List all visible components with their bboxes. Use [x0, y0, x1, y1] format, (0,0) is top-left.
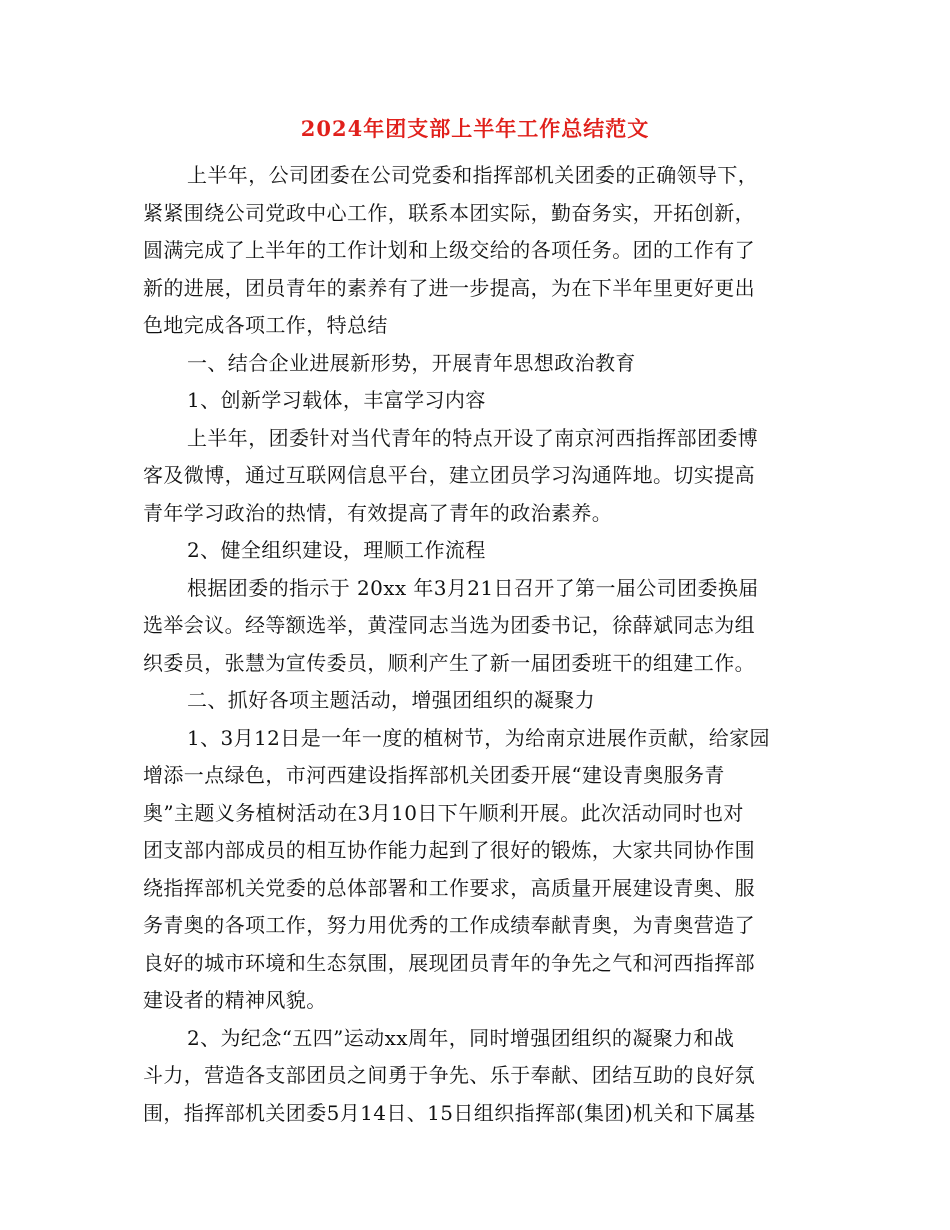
paragraph-line: 围，指挥部机关团委5月14日、15日组织指挥部(集团)机关和下属基 [143, 1100, 756, 1125]
paragraph-line: 绕指挥部机关党委的总体部署和工作要求，高质量开展建设青奥、服 [143, 875, 755, 900]
paragraph-line: 新的进展，团员青年的素养有了进一步提高，为在下半年里更好更出 [143, 275, 755, 300]
paragraph-line: 织委员，张慧为宣传委员，顺利产生了新一届团委班干的组建工作。 [143, 650, 755, 675]
paragraph-first-line: 根据团委的指示于 20xx 年3月21日召开了第一届公司团委换届 [187, 575, 759, 600]
paragraph-line: 建设者的精神风貌。 [143, 988, 327, 1012]
paragraph-line: 良好的城市环境和生态氛围，展现团员青年的争先之气和河西指挥部 [143, 950, 755, 975]
paragraph-line: 青年学习政治的热情，有效提高了青年的政治素养。 [143, 500, 613, 525]
paragraph-line: 斗力，营造各支部团员之间勇于争先、乐于奉献、团结互助的良好氛 [143, 1063, 755, 1087]
paragraph-first-line: 2、健全组织建设，理顺工作流程 [187, 538, 486, 562]
paragraph-line: 团支部内部成员的相互协作能力起到了很好的锻炼，大家共同协作围 [143, 838, 755, 862]
paragraph-line: 务青奥的各项工作，努力用优秀的工作成绩奉献青奥，为青奥营造了 [143, 913, 755, 937]
paragraph-line: 奥”主题义务植树活动在3月10日下午顺利开展。此次活动同时也对 [143, 800, 744, 825]
paragraph-first-line: 2、为纪念“五四”运动xx周年，同时增强团组织的凝聚力和战 [187, 1025, 735, 1050]
paragraph-line: 圆满完成了上半年的工作计划和上级交给的各项任务。团的工作有了 [143, 238, 755, 262]
paragraph-line: 选举会议。经等额选举，黄滢同志当选为团委书记，徐薛斌同志为组 [143, 613, 755, 637]
paragraph-line: 紧紧围绕公司党政中心工作，联系本团实际，勤奋务实，开拓创新， [143, 200, 755, 225]
document-title: 2024年团支部上半年工作总结范文 [300, 116, 650, 141]
paragraph-first-line: 一、结合企业进展新形势，开展青年思想政治教育 [187, 350, 636, 375]
paragraph-first-line: 上半年，公司团委在公司党委和指挥部机关团委的正确领导下， [187, 163, 759, 187]
paragraph-first-line: 1、创新学习载体，丰富学习内容 [187, 388, 486, 412]
paragraph-first-line: 上半年，团委针对当代青年的特点开设了南京河西指挥部团委博 [187, 425, 759, 450]
paragraph-line: 色地完成各项工作，特总结 [143, 313, 388, 337]
paragraph-first-line: 1、3月12日是一年一度的植树节，为给南京进展作贡献，给家园 [187, 725, 770, 750]
paragraph-line: 客及微博，通过互联网信息平台，建立团员学习沟通阵地。切实提高 [143, 463, 755, 487]
paragraph-first-line: 二、抓好各项主题活动，增强团组织的凝聚力 [187, 688, 595, 712]
document-body [143, 157, 811, 1132]
paragraph-line: 增添一点绿色，市河西建设指挥部机关团委开展“建设青奥服务青 [143, 763, 725, 787]
